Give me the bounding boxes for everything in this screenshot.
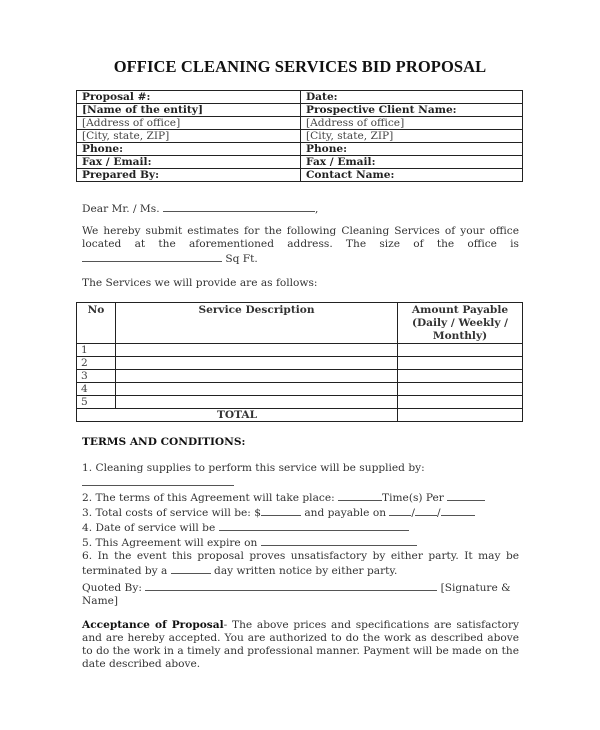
service-description-cell[interactable] bbox=[116, 344, 398, 357]
service-no-cell: 1 bbox=[77, 344, 116, 357]
info-cell-left[interactable]: [Address of office] bbox=[77, 117, 301, 130]
services-intro: The Services we will provide are as follows: bbox=[82, 277, 318, 289]
info-cell-left[interactable]: [City, state, ZIP] bbox=[77, 130, 301, 143]
service-date-blank[interactable] bbox=[219, 520, 409, 531]
office-size-blank[interactable] bbox=[82, 251, 222, 262]
term-item-4 bbox=[82, 520, 519, 535]
pay-year-blank[interactable] bbox=[441, 505, 475, 516]
term-5-text: 5. This Agreement will expire on bbox=[82, 537, 258, 549]
date-separator: / bbox=[411, 507, 415, 519]
pay-day-blank[interactable] bbox=[415, 505, 437, 516]
info-row bbox=[77, 91, 523, 104]
term-3-text: 3. Total costs of service will be: $ bbox=[82, 507, 261, 519]
supplier-blank[interactable] bbox=[82, 475, 234, 486]
info-cell-left[interactable]: Prepared By: bbox=[77, 169, 301, 182]
document-title: OFFICE CLEANING SERVICES BID PROPOSAL bbox=[113, 57, 487, 76]
pay-month-blank[interactable] bbox=[389, 505, 411, 516]
times-blank[interactable] bbox=[338, 490, 382, 501]
term-2-text: 2. The terms of this Agreement will take place: bbox=[82, 492, 335, 504]
info-cell-right[interactable]: Prospective Client Name: bbox=[301, 104, 523, 117]
info-row bbox=[77, 156, 523, 169]
header-no: No bbox=[77, 303, 116, 344]
service-description-cell[interactable] bbox=[116, 383, 398, 396]
notice-days-blank[interactable] bbox=[171, 563, 211, 574]
info-cell-left[interactable]: Fax / Email: bbox=[77, 156, 301, 169]
total-amount-cell[interactable] bbox=[398, 409, 523, 422]
service-no-cell: 2 bbox=[77, 357, 116, 370]
service-description-cell[interactable] bbox=[116, 370, 398, 383]
intro-suffix: Sq Ft. bbox=[225, 253, 258, 265]
info-row bbox=[77, 169, 523, 182]
total-row bbox=[77, 409, 523, 422]
salutation-prefix: Dear Mr. / Ms. bbox=[82, 203, 160, 215]
quoted-by-suffix: [Signature & Name] bbox=[82, 582, 511, 607]
term-2-suffix: Time(s) Per bbox=[382, 492, 444, 504]
acceptance-paragraph bbox=[82, 619, 519, 671]
salutation-suffix: , bbox=[314, 203, 319, 215]
term-item-6 bbox=[82, 550, 519, 578]
term-item-3 bbox=[82, 505, 519, 520]
service-amount-cell[interactable] bbox=[398, 344, 523, 357]
info-row bbox=[77, 143, 523, 156]
quoted-by-line bbox=[82, 580, 519, 608]
term-3-payable: and payable on bbox=[304, 507, 387, 519]
service-no-cell: 5 bbox=[77, 396, 116, 409]
info-cell-right[interactable]: Contact Name: bbox=[301, 169, 523, 182]
service-description-cell[interactable] bbox=[116, 396, 398, 409]
service-amount-cell[interactable] bbox=[398, 357, 523, 370]
term-item-2 bbox=[82, 490, 519, 505]
services-header-row bbox=[77, 303, 523, 344]
proposal-info-table bbox=[76, 90, 523, 182]
services-table bbox=[76, 302, 523, 422]
info-cell-right[interactable]: Date: bbox=[301, 91, 523, 104]
service-row bbox=[77, 344, 523, 357]
term-4-text: 4. Date of service will be bbox=[82, 522, 216, 534]
info-row bbox=[77, 130, 523, 143]
info-cell-right[interactable]: [City, state, ZIP] bbox=[301, 130, 523, 143]
service-row bbox=[77, 396, 523, 409]
terms-heading: TERMS AND CONDITIONS: bbox=[82, 436, 246, 448]
service-no-cell: 3 bbox=[77, 370, 116, 383]
info-cell-left[interactable]: [Name of the entity] bbox=[77, 104, 301, 117]
service-row bbox=[77, 357, 523, 370]
info-row bbox=[77, 117, 523, 130]
total-label: TOTAL bbox=[77, 409, 398, 422]
service-amount-cell[interactable] bbox=[398, 370, 523, 383]
service-amount-cell[interactable] bbox=[398, 383, 523, 396]
signature-blank[interactable] bbox=[145, 580, 437, 591]
date-separator: / bbox=[436, 507, 441, 519]
term-1-text: 1. Cleaning supplies to perform this service will be supplied by: bbox=[82, 462, 425, 474]
info-cell-right[interactable]: [Address of office] bbox=[301, 117, 523, 130]
service-no-cell: 4 bbox=[77, 383, 116, 396]
acceptance-text: - The above prices and specifications are satisfactory and are hereby accepted. You are authorized to do the work as described above to do the work in a timely and professional manner. Payment will be made on the date described above. bbox=[82, 619, 520, 670]
expiry-date-blank[interactable] bbox=[261, 535, 417, 546]
header-amount: Amount Payable (Daily / Weekly / Monthly) bbox=[398, 303, 523, 344]
quoted-by-label: Quoted By: bbox=[82, 582, 142, 594]
info-cell-left[interactable]: Proposal #: bbox=[77, 91, 301, 104]
recipient-name-blank[interactable] bbox=[163, 201, 315, 212]
intro-paragraph bbox=[82, 225, 519, 266]
term-1-blank-line bbox=[82, 475, 519, 490]
service-description-cell[interactable] bbox=[116, 357, 398, 370]
info-cell-right[interactable]: Fax / Email: bbox=[301, 156, 523, 169]
service-amount-cell[interactable] bbox=[398, 396, 523, 409]
term-item-1 bbox=[82, 462, 519, 475]
term-6-text: 6. In the event this proposal proves unsatisfactory by either party. It may be terminated by a bbox=[82, 550, 519, 577]
terms-list bbox=[82, 462, 519, 578]
info-cell-left[interactable]: Phone: bbox=[77, 143, 301, 156]
term-6-suffix: day written notice by either party. bbox=[214, 565, 398, 577]
header-description: Service Description bbox=[116, 303, 398, 344]
service-row bbox=[77, 370, 523, 383]
intro-text: We hereby submit estimates for the following Cleaning Services of your office located at the aforementioned address. The size of the office is bbox=[82, 225, 519, 250]
info-cell-right[interactable]: Phone: bbox=[301, 143, 523, 156]
info-row bbox=[77, 104, 523, 117]
salutation-line bbox=[82, 201, 519, 216]
acceptance-heading: Acceptance of Proposal bbox=[82, 619, 224, 631]
term-item-5 bbox=[82, 535, 519, 550]
service-row bbox=[77, 383, 523, 396]
period-blank[interactable] bbox=[447, 490, 485, 501]
cost-blank[interactable] bbox=[261, 505, 301, 516]
